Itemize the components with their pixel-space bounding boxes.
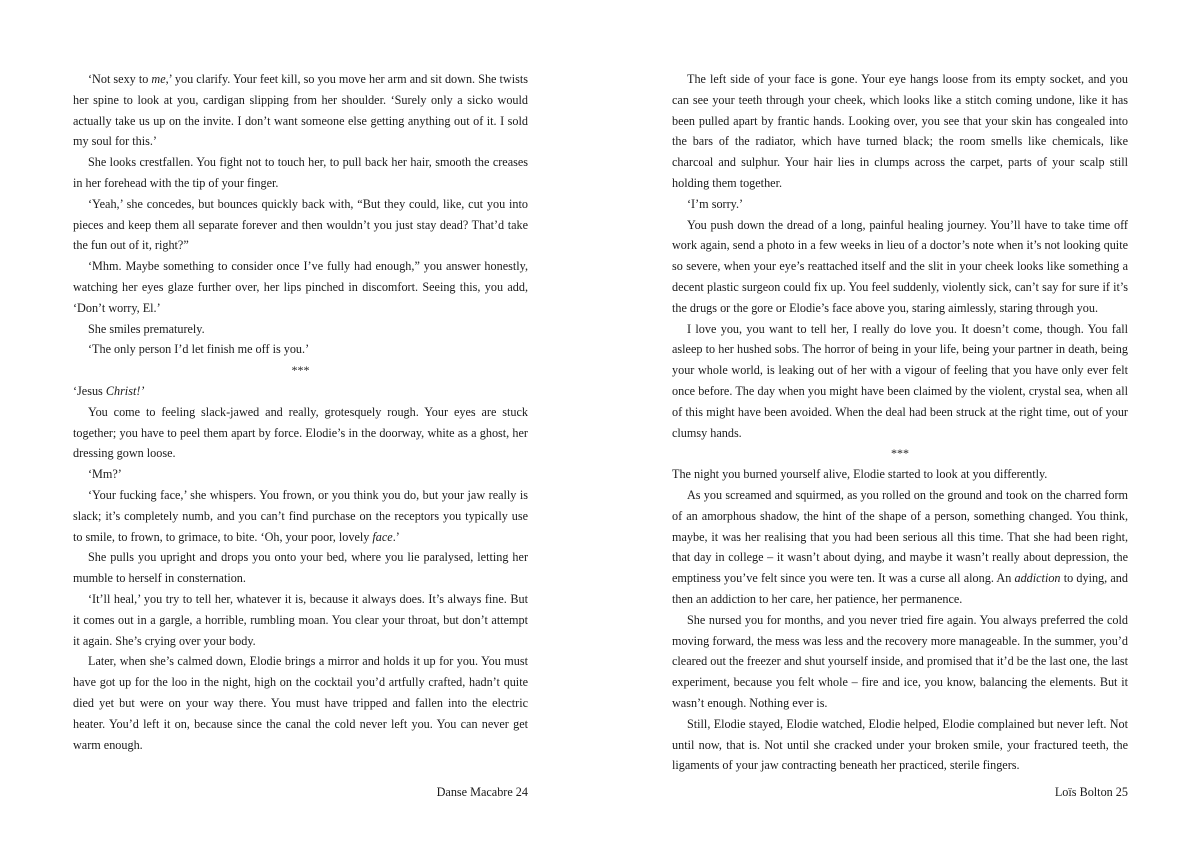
scene-separator: *** — [891, 446, 909, 461]
paragraph: She pulls you upright and drops you onto your bed, where you lie paralysed, letting her mumble to herself in consternation. — [73, 550, 528, 586]
paragraph: Still, Elodie stayed, Elodie watched, Elodie helped, Elodie complained but never left. Not until now, that is. Not until she cracked under your broken smile, your fractured teeth, the ligaments of your jaw contracting beneath her practiced, sterile fingers. — [672, 716, 1128, 773]
right-page-body — [672, 69, 1128, 776]
scene-separator: *** — [291, 363, 310, 378]
paragraph: I love you, you want to tell her, I really do love you. It doesn’t come, though. You fall asleep to her hushed sobs. The horror of being in your life, being your partner in death, being your whole world, is leaking out of her with a vigour of feeling that you have only ever felt once before. The day when you might have been claimed by the violent, crystal sea, when all of this might have been avoided. When the deal had been struck at the right time, out of your clumsy hands. — [672, 321, 1128, 440]
page-footer: Danse Macabre 24 — [436, 785, 528, 799]
paragraph: You push down the dread of a long, painful healing journey. You’ll have to take time off work again, send a photo in a few weeks in lieu of a doctor’s note when it’s not looking quite so severe, when your eye’s reattached itself and the slit in your cheek looks like something a decent plastic surgeon could fix up. You feel suddenly, violently sick, can’t say for sure if it’s the drugs or the gore or Elodie’s face above you, staring aimlessly, staring through you. — [672, 217, 1128, 315]
left-page — [73, 0, 528, 849]
paragraph: ‘Mm?’ — [88, 467, 122, 482]
paragraph: ‘Your fucking face,’ she whispers. You frown, or you think you do, but your jaw really is slack; it’s completely numb, and you can’t find purchase on the receptors you typically use to smile, to frown, to grimace, to bite. ‘Oh, your poor, lovely face.’ — [73, 487, 528, 544]
paragraph: ‘Mhm. Maybe something to consider once I’ve fully had enough,” you answer honestly, watching her eyes glaze further over, her lips pinched in discomfort. Seeing this, you add, ‘Don’t worry, El.’ — [73, 259, 528, 315]
paragraph: ‘Not sexy to me,’ you clarify. Your feet kill, so you move her arm and sit down. She twists her spine to look at you, cardigan slipping from her shoulder. ‘Surely only a sicko would actually take us up on the invite. I don’t want someone else getting anything out of it. I sold my soul for this.’ — [73, 72, 528, 149]
paragraph: She looks crestfallen. You fight not to touch her, to pull back her hair, smooth the creases in her forehead with the tip of your finger. — [73, 155, 528, 190]
paragraph: ‘I’m sorry.’ — [687, 196, 744, 211]
paragraph: ‘The only person I’d let finish me off is you.’ — [88, 342, 310, 357]
paragraph: ‘It’ll heal,’ you try to tell her, whatever it is, because it always does. It’s always fine. But it comes out in a gargle, a horrible, rumbling moan. You clear your throat, but don’t attempt it again. She’s crying over your body. — [73, 591, 528, 648]
paragraph: She nursed you for months, and you never tried fire again. You always preferred the cold moving forward, the mess was less and the recovery more manageable. In the summer, you’d cleared out the freezer and shut yourself inside, and promised that it’d be the last one, the last experiment, because you felt whole – fire and ice, you know, balancing the elements. But it wasn’t enough. Nothing ever is. — [672, 612, 1128, 710]
paragraph: She smiles prematurely. — [88, 321, 205, 336]
paragraph: ‘Jesus Christ!’ — [73, 383, 145, 398]
right-page — [672, 0, 1128, 849]
paragraph: The left side of your face is gone. Your eye hangs loose from its empty socket, and you can see your teeth through your cheek, which looks like a stitch coming undone, like it has been pulled apart by frantic hands. Looking over, you see that your skin has congealed into the bars of the radiator, which have turned black; the room smells like chemicals, like charcoal and sulphur. Your hair lies in clumps across the carpet, parts of your scalp still holding them together. — [672, 72, 1128, 190]
paragraph: As you screamed and squirmed, as you rolled on the ground and took on the charred form of an amorphous shadow, the hint of the shape of a person, something changed. You think, maybe, it was her realising that you had been serious all this time. That she had been right, that day in college – it wasn’t about dying, and maybe it wasn’t really about depression, the emptiness you’ve felt since you were ten. It was a curse all along. An addiction to dying, and then an addiction to her care, her patience, her permanence. — [672, 487, 1128, 606]
paragraph: You come to feeling slack-jawed and really, grotesquely rough. Your eyes are stuck together; you have to peel them apart by force. Elodie’s in the doorway, white as a ghost, her dressing gown loose. — [73, 404, 528, 461]
paragraph: The night you burned yourself alive, Elodie started to look at you differently. — [672, 467, 1048, 482]
left-page-body — [73, 69, 528, 755]
page-footer: Loïs Bolton 25 — [1054, 785, 1128, 799]
paragraph: ‘Yeah,’ she concedes, but bounces quickly back with, “But they could, like, cut you into pieces and keep them all separate forever and then wouldn’t you just stay dead? That’d take the fun out of it, right?” — [73, 196, 528, 253]
paragraph: Later, when she’s calmed down, Elodie brings a mirror and holds it up for you. You must have got up for the loo in the night, high on the cocktail you’d artfully crafted, hadn’t quite died yet but were on your way there. You must have tripped and fallen into the electric heater. You’d left it on, because since the canal the cold never left you. You can never get warm enough. — [73, 654, 528, 752]
